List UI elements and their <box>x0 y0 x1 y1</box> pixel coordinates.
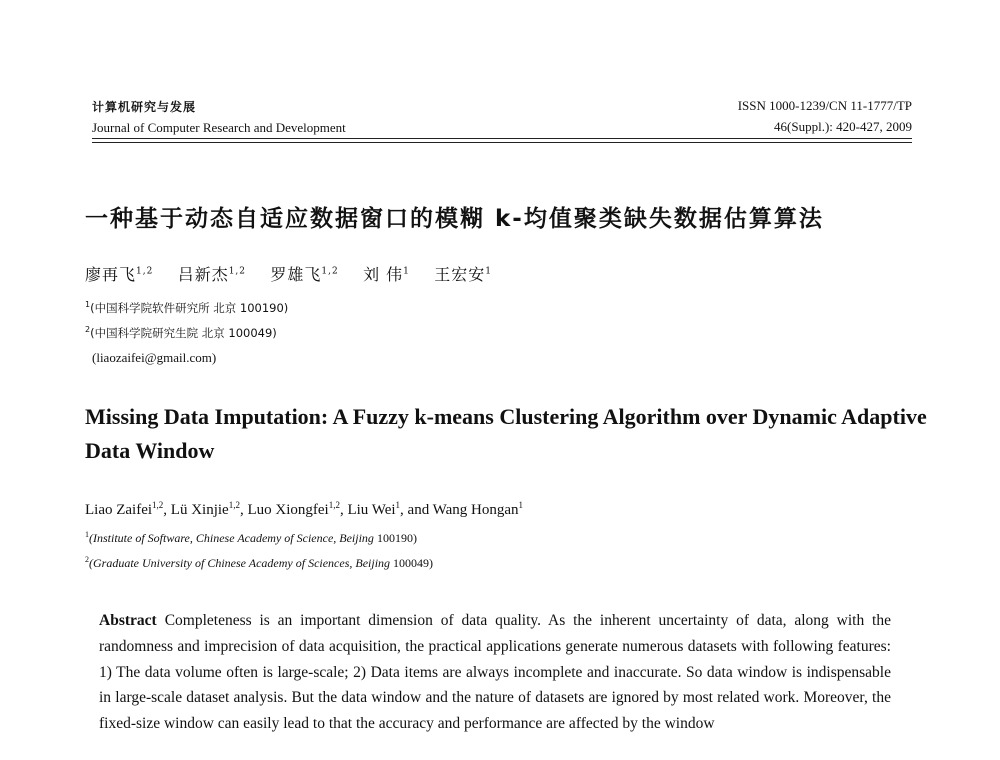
affiliation-cn-1 <box>85 300 288 316</box>
authors-cn <box>85 262 492 285</box>
author-en-sup: 1 <box>518 500 524 510</box>
abstract <box>99 608 891 737</box>
author-cn-sup: 1 <box>403 266 410 277</box>
journal-name-block <box>92 98 346 136</box>
abstract-label: Abstract <box>99 612 157 629</box>
author-en-sup: 1,2 <box>228 500 240 510</box>
affiliation-en-1 <box>85 530 417 546</box>
author-cn-sup: 1 <box>485 266 492 277</box>
author-cn-sup: 1,2 <box>321 266 339 277</box>
author-en-sup: 1,2 <box>152 500 164 510</box>
affiliation-en-text: (Institute of Software, Chinese Academy of Science, Beijing <box>89 531 377 545</box>
author-sep: , <box>163 502 171 518</box>
affiliation-cn-sup: 1 <box>85 300 91 310</box>
abstract-text: Completeness is an important dimension of data quality. As the inherent uncertainty of data, along with the randomness and imprecision of data acquisition, the practical applications generate numerous datasets with following features: 1) The data volume often is large-scale; 2) Data items are always incomplete and inaccurate. So data window is indispensable in large-scale dataset analysis. But the data window and the nature of datasets are ignored by most related work. Moreover, the fixed-size window can easily lead to that the accuracy and performance are affected by the window <box>99 612 891 733</box>
affiliation-cn-sup: 2 <box>85 325 91 335</box>
title-en: Missing Data Imputation: A Fuzzy k-means Clustering Algorithm over Dynamic Adaptive Data Window <box>85 404 927 463</box>
header-rule-bottom <box>92 142 912 143</box>
author-cn: 罗雄飞 <box>270 265 322 284</box>
affiliation-en-text: (Graduate University of Chinese Academy of Sciences, Beijing <box>89 556 394 570</box>
author-cn-sup: 1,2 <box>136 266 154 277</box>
author-cn: 廖再飞 <box>85 265 137 284</box>
author-cn-sup: 1,2 <box>228 266 247 277</box>
volume-pages: 46(Suppl.): 420-427, 2009 <box>774 119 912 134</box>
author-en: Lü Xinjie <box>170 502 229 518</box>
journal-name-cn: 计算机研究与发展 <box>92 100 197 114</box>
author-en-sup: 1 <box>395 500 401 510</box>
author-sep: , and <box>400 502 433 518</box>
authors-en <box>85 500 523 519</box>
issn-block <box>738 98 912 135</box>
issn: ISSN 1000-1239/CN 11-1777/TP <box>737 98 912 113</box>
author-cn: 王宏安 <box>434 265 486 284</box>
title-cn: 一种基于动态自适应数据窗口的模糊 k-均值聚类缺失数据估算算法 <box>85 206 824 232</box>
author-en-sup: 1,2 <box>328 500 340 510</box>
affiliation-en-sup: 1 <box>85 530 89 539</box>
affiliation-cn-text: (中国科学院研究生院 北京 100049) <box>90 326 277 340</box>
author-en: Wang Hongan <box>432 502 519 518</box>
affiliation-en-2 <box>85 555 433 571</box>
author-sep: , <box>339 502 348 518</box>
affiliation-en-postcode: 100049) <box>393 556 434 570</box>
author-en: Luo Xiongfei <box>247 502 329 518</box>
author-email: (liaozaifei@gmail.com) <box>92 350 217 365</box>
journal-header <box>92 98 912 148</box>
affiliation-en-postcode: 100190) <box>376 531 417 545</box>
affiliation-en-sup: 2 <box>85 555 89 564</box>
header-rule-top <box>92 138 912 139</box>
author-cn: 吕新杰 <box>177 265 229 284</box>
author-cn: 刘 伟 <box>363 265 404 284</box>
author-en: Liu Wei <box>347 502 396 518</box>
journal-name-en: Journal of Computer Research and Development <box>92 120 346 135</box>
author-en: Liao Zaifei <box>85 502 153 518</box>
author-sep: , <box>239 502 248 518</box>
affiliation-cn-2 <box>85 325 277 341</box>
affiliation-cn-text: (中国科学院软件研究所 北京 100190) <box>90 301 289 315</box>
